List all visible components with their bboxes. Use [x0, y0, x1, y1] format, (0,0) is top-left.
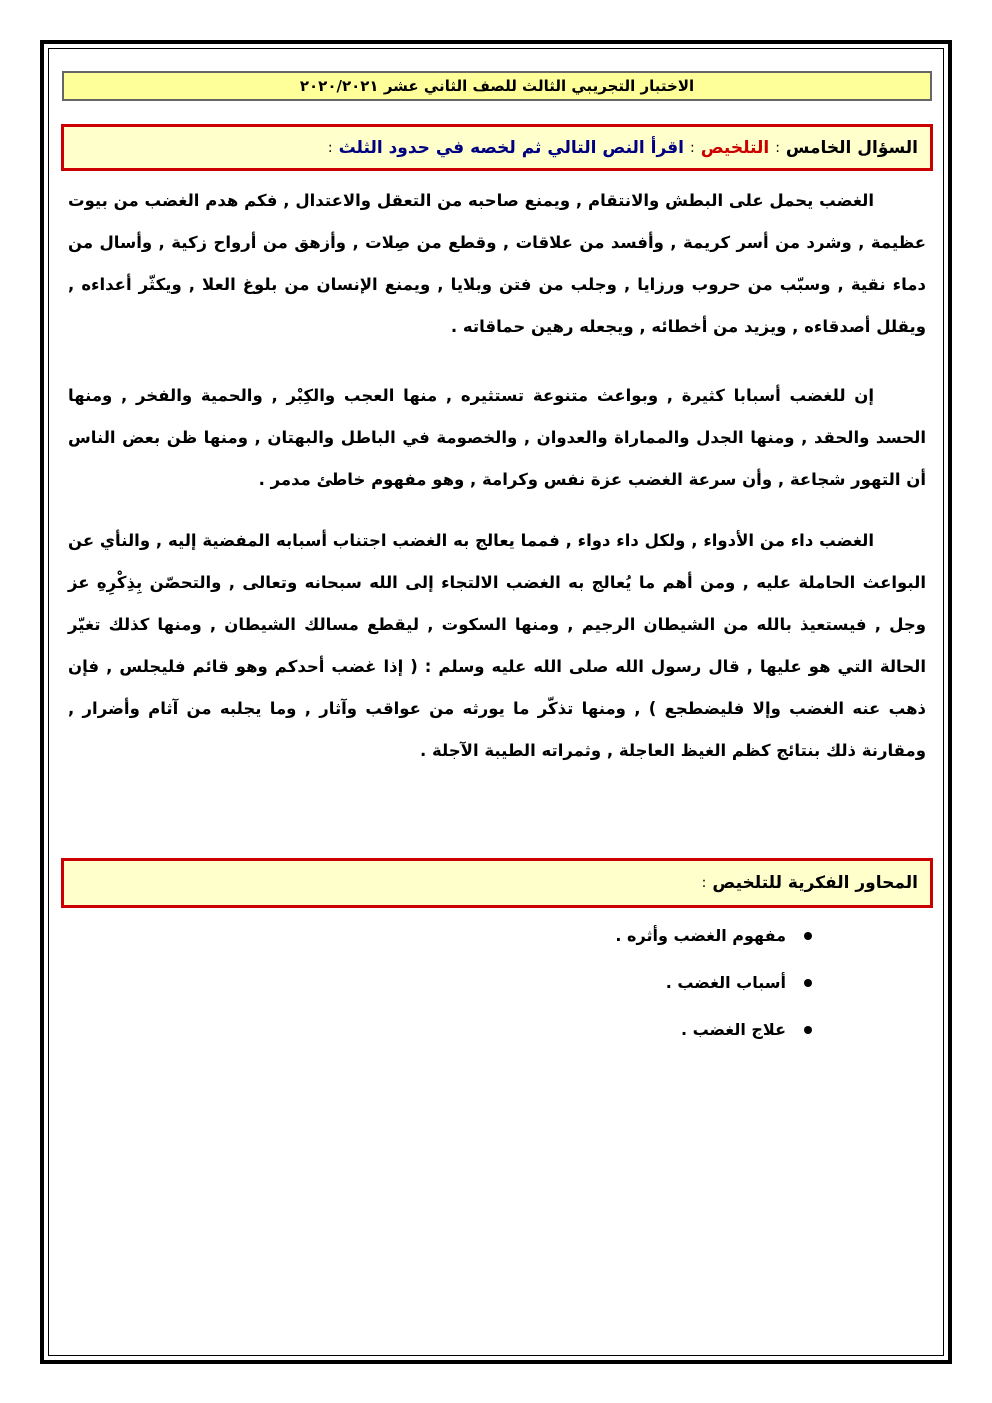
question-end-colon: :	[327, 139, 333, 156]
axis-item-text: مفهوم الغضب وأثره .	[615, 925, 786, 945]
question-separator-2: :	[690, 139, 695, 156]
exam-title: الاختبار التجريبي الثالث للصف الثاني عشر ٢٠٢٠/٢٠٢١	[299, 77, 695, 95]
bullet-icon	[804, 979, 812, 987]
question-instruction: اقرأ النص التالي ثم لخصه في حدود الثلث	[338, 137, 684, 158]
question-header-box	[61, 124, 933, 171]
passage-paragraph-1-container	[68, 180, 926, 348]
axis-item-text: أسباب الغضب .	[665, 972, 786, 992]
summary-axes-colon: :	[701, 875, 707, 891]
summary-axes-label: المحاور الفكرية للتلخيص	[712, 873, 918, 893]
list-item	[615, 1006, 812, 1053]
summary-axes-header-box	[61, 858, 933, 908]
bullet-icon	[804, 1026, 812, 1034]
question-separator: :	[775, 139, 780, 156]
list-item	[615, 912, 812, 959]
question-type: التلخيص	[700, 137, 770, 158]
question-label: السؤال الخامس	[785, 137, 918, 158]
passage-paragraph: إن للغضب أسبابا كثيرة , وبواعث متنوعة تستثيره , منها العجب والكِبْر , والحمية والفخر , ومنها الحسد والحقد , ومنها الجدل والمماراة والعدوان , والخصومة في الباطل والبهتان , ومنها ظن بعض الناس أن التهور شجاعة , وأن سرعة الغضب عزة نفس وكرامة , وهو مفهوم خاطئ مدمر .	[68, 386, 926, 489]
axis-item-text: علاج الغضب .	[680, 1019, 786, 1039]
list-item	[615, 959, 812, 1006]
summary-axes-list	[615, 912, 812, 1053]
bullet-icon	[804, 932, 812, 940]
passage-paragraph: الغضب داء من الأدواء , ولكل داء دواء , فمما يعالج به الغضب اجتناب أسبابه المفضية إليه , والنأي عن البواعث الحاملة عليه , ومن أهم ما يُعالج به الغضب الالتجاء إلى الله سبحانه وتعالى , والتحصّن بِذِكْرِهِ عز وجل , فيستعيذ بالله من الشيطان الرجيم , ومنها السكوت , ليقطع مسالك الشيطان , ومنها كذلك تغيّر الحالة التي هو عليها , قال رسول الله صلى الله عليه وسلم : ( إذا غضب أحدكم وهو قائم فليجلس , فإن ذهب عنه الغضب وإلا فليضطجع ) , ومنها تذكّر ما يورثه من عواقب وآثار , وما يجلبه من آثام وأضرار , ومقارنة ذلك بنتائج كظم الغيظ العاجلة , وثمراته الطيبة الآجلة .	[68, 531, 926, 760]
passage-paragraph-3-container	[68, 520, 926, 772]
exam-title-banner	[62, 71, 932, 101]
passage-paragraph-2-container	[68, 375, 926, 501]
passage-paragraph: الغضب يحمل على البطش والانتقام , ويمنع صاحبه من التعقل والاعتدال , فكم هدم الغضب من بيوت عظيمة , وشرد من أسر كريمة , وأفسد من علاقات , وقطع من صِلات , وأزهق من أرواح زكية , وأسال من دماء نقية , وسبّب من حروب ورزايا , وجلب من فتن وبلايا , ويمنع الإنسان من بلوغ العلا , ويكثّر أعداءه , ويقلل أصدقاءه , ويزيد من أخطائه , ويجعله رهين حماقاته .	[68, 191, 926, 336]
